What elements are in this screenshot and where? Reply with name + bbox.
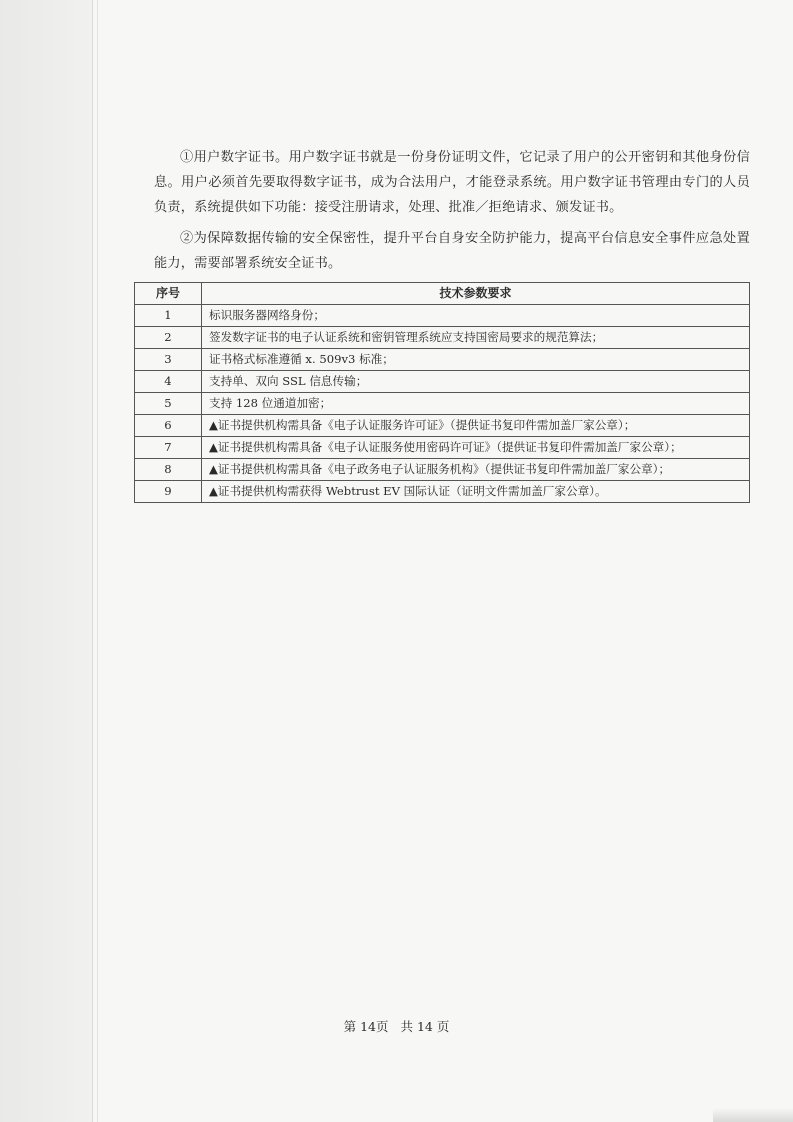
row-requirement: 支持单、双向 SSL 信息传输；: [202, 371, 750, 393]
row-requirement: ▲证书提供机构需具备《电子认证服务使用密码许可证》（提供证书复印件需加盖厂家公章）；: [202, 437, 750, 459]
scan-edge-line-inner: [97, 0, 98, 1122]
row-number: 6: [135, 415, 202, 437]
page-number: 第 14页: [343, 1019, 389, 1034]
row-requirement: 签发数字证书的电子认证系统和密钥管理系统应支持国密局要求的规范算法；: [202, 327, 750, 349]
row-number: 5: [135, 393, 202, 415]
row-number: 2: [135, 327, 202, 349]
table-row: [135, 415, 750, 437]
row-requirement: 标识服务器网络身份；: [202, 305, 750, 327]
row-requirement: ▲证书提供机构需获得 Webtrust EV 国际认证（证明文件需加盖厂家公章）。: [202, 481, 750, 503]
table-row: [135, 437, 750, 459]
table-row: [135, 371, 750, 393]
scan-edge-line: [92, 0, 93, 1122]
row-requirement: ▲证书提供机构需具备《电子认证服务许可证》（提供证书复印件需加盖厂家公章）；: [202, 415, 750, 437]
row-requirement: 证书格式标准遵循 x. 509v3 标准；: [202, 349, 750, 371]
paragraph-user-certificate: ①用户数字证书。用户数字证书就是一份身份证明文件，它记录了用户的公开密钥和其他身份信息。用户必须首先要取得数字证书，成为合法用户，才能登录系统。用户数字证书管理由专门的人员负责，系统提供如下功能：接受注册请求，处理、批准／拒绝请求、颁发证书。: [154, 150, 750, 215]
table-row: [135, 481, 750, 503]
row-requirement: ▲证书提供机构需具备《电子政务电子认证服务机构》（提供证书复印件需加盖厂家公章）；: [202, 459, 750, 481]
scan-corner-shadow: [713, 1108, 793, 1122]
table-row: [135, 305, 750, 327]
paragraph-system-certificate: ②为保障数据传输的安全保密性，提升平台自身安全防护能力，提高平台信息安全事件应急处置能力，需要部署系统安全证书。: [154, 231, 750, 271]
table-row: [135, 349, 750, 371]
row-number: 1: [135, 305, 202, 327]
header-requirements: 技术参数要求: [202, 283, 750, 305]
tech-requirements-table: [134, 282, 750, 503]
row-requirement: 支持 128 位通道加密；: [202, 393, 750, 415]
row-number: 7: [135, 437, 202, 459]
row-number: 8: [135, 459, 202, 481]
table-row: [135, 327, 750, 349]
scan-edge-shadow: [0, 0, 92, 1122]
header-number: 序号: [135, 283, 202, 305]
row-number: 3: [135, 349, 202, 371]
row-number: 9: [135, 481, 202, 503]
table-row: [135, 393, 750, 415]
row-number: 4: [135, 371, 202, 393]
table-header-row: [135, 283, 750, 305]
page-footer: [0, 1017, 793, 1035]
page-total: 共 14 页: [400, 1019, 450, 1034]
table-row: [135, 459, 750, 481]
